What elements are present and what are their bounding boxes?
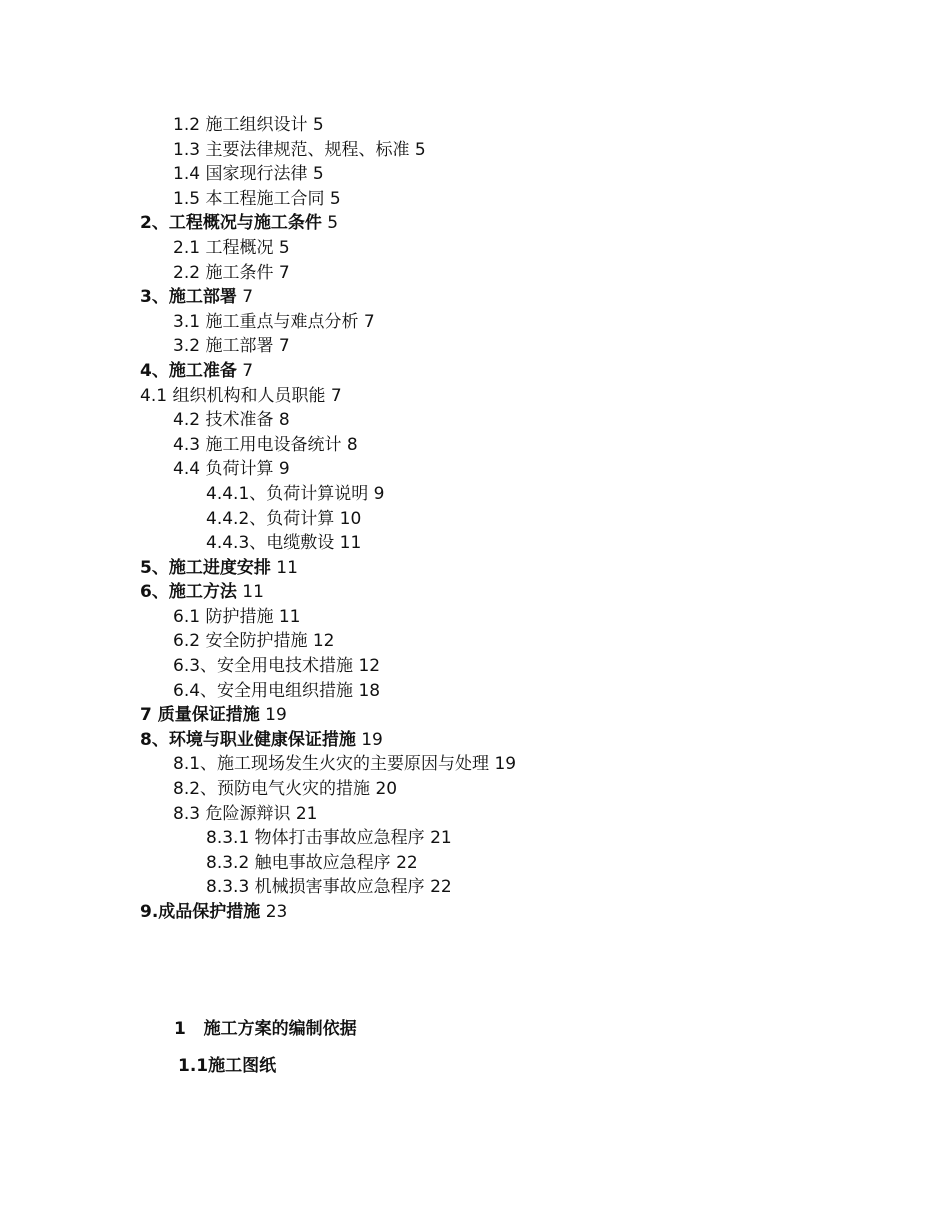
toc-entry-page-number: 8 (278, 410, 290, 431)
toc-entry-title: 8.3.2 触电事故应急程序 (206, 852, 391, 873)
toc-entry-page-number: 21 (430, 828, 452, 849)
toc-entry[interactable] (0, 408, 950, 433)
toc-entry[interactable] (0, 802, 950, 827)
toc-entry[interactable] (0, 457, 950, 482)
toc-entry-title: 2.2 施工条件 (173, 262, 274, 283)
toc-entry[interactable] (0, 334, 950, 359)
toc-entry-page-number: 9 (278, 459, 290, 480)
toc-entry[interactable] (0, 285, 950, 310)
toc-entry-page-number: 5 (312, 164, 324, 185)
toc-entry-page-number: 7 (242, 287, 254, 308)
toc-entry[interactable] (0, 703, 950, 728)
toc-entry[interactable] (0, 433, 950, 458)
toc-entry-page-number: 5 (278, 237, 290, 258)
toc-entry-page-number: 5 (329, 188, 341, 209)
toc-entry-title: 2、工程概况与施工条件 (140, 213, 322, 234)
toc-entry[interactable] (0, 728, 950, 753)
toc-entry-title: 3.1 施工重点与难点分析 (173, 311, 359, 332)
toc-entry[interactable] (0, 679, 950, 704)
toc-entry-page-number: 7 (278, 262, 290, 283)
toc-entry[interactable] (0, 138, 950, 163)
subsection-heading: 1.1施工图纸 (178, 1056, 277, 1076)
toc-entry-title: 8.3.1 物体打击事故应急程序 (206, 828, 425, 849)
toc-entry-title: 2.1 工程概况 (173, 237, 274, 258)
toc-entry-page-number: 5 (312, 115, 324, 135)
toc-entry-page-number: 7 (242, 360, 254, 381)
toc-entry-title: 4.2 技术准备 (173, 410, 274, 431)
toc-entry-page-number: 9 (373, 483, 385, 504)
toc-entry-page-number: 11 (339, 533, 362, 554)
toc-entry-page-number: 19 (265, 705, 287, 726)
toc-entry[interactable] (0, 875, 950, 900)
toc-entry-page-number: 7 (363, 311, 375, 332)
toc-entry-page-number: 19 (361, 729, 383, 750)
toc-entry[interactable] (0, 826, 950, 851)
toc-entry[interactable] (0, 507, 950, 532)
toc-entry[interactable] (0, 211, 950, 236)
toc-entry[interactable] (0, 384, 950, 409)
toc-entry-title: 4.4 负荷计算 (173, 459, 274, 480)
toc-entry[interactable] (0, 851, 950, 876)
toc-entry-title: 4.3 施工用电设备统计 (173, 434, 342, 455)
toc-entry-page-number: 5 (414, 139, 426, 160)
toc-entry-title: 3、施工部署 (140, 287, 237, 308)
toc-entry-page-number: 7 (330, 385, 342, 406)
toc-entry-title: 8.2、预防电气火灾的措施 (173, 779, 371, 800)
toc-entry-title: 1.2 施工组织设计 (173, 115, 308, 135)
toc-entry-title: 6.4、安全用电组织措施 (173, 680, 354, 701)
toc-entry-title: 4.1 组织机构和人员职能 (140, 385, 326, 406)
toc-entry[interactable] (0, 531, 950, 556)
toc-entry-page-number: 11 (276, 557, 298, 578)
toc-entry-page-number: 23 (265, 902, 288, 922)
toc-entry[interactable] (0, 482, 950, 507)
toc-entry-page-number: 11 (278, 606, 301, 627)
toc-entry-title: 8.1、施工现场发生火灾的主要原因与处理 (173, 754, 490, 775)
toc-entry-title: 6.3、安全用电技术措施 (173, 656, 354, 677)
toc-entry[interactable] (0, 261, 950, 286)
toc-entry[interactable] (0, 113, 950, 138)
toc-entry-title: 6.1 防护措施 (173, 606, 274, 627)
toc-entry[interactable] (0, 900, 950, 925)
toc-entry[interactable] (0, 605, 950, 630)
toc-entry-title: 3.2 施工部署 (173, 336, 274, 357)
toc-entry-page-number: 21 (295, 803, 318, 824)
toc-entry-title: 7 质量保证措施 (140, 705, 260, 726)
toc-entry-page-number: 22 (396, 852, 418, 873)
toc-entry-page-number: 22 (430, 877, 452, 898)
toc-entry-title: 6、施工方法 (140, 582, 237, 603)
toc-entry-title: 1.5 本工程施工合同 (173, 188, 325, 209)
toc-entry-page-number: 20 (375, 779, 398, 800)
toc-entry[interactable] (0, 629, 950, 654)
toc-entry[interactable] (0, 654, 950, 679)
toc-entry-page-number: 12 (312, 631, 335, 652)
table-of-contents (0, 113, 950, 925)
toc-entry-page-number: 7 (278, 336, 290, 357)
toc-entry-page-number: 10 (339, 508, 362, 529)
toc-entry-title: 1.3 主要法律规范、规程、标准 (173, 139, 410, 160)
toc-entry-page-number: 19 (494, 754, 517, 775)
toc-entry[interactable] (0, 236, 950, 261)
toc-entry-title: 9.成品保护措施 (140, 902, 261, 922)
toc-entry-page-number: 11 (242, 582, 264, 603)
section-heading: 1 施工方案的编制依据 (174, 1019, 357, 1039)
toc-entry[interactable] (0, 777, 950, 802)
toc-entry[interactable] (0, 556, 950, 581)
toc-entry-title: 4.4.3、电缆敷设 (206, 533, 335, 554)
toc-entry[interactable] (0, 359, 950, 384)
toc-entry-title: 1.4 国家现行法律 (173, 164, 308, 185)
toc-entry-page-number: 18 (358, 680, 381, 701)
toc-entry-page-number: 12 (358, 656, 381, 677)
toc-entry-title: 8.3.3 机械损害事故应急程序 (206, 877, 425, 898)
toc-entry[interactable] (0, 187, 950, 212)
toc-entry-title: 8、环境与职业健康保证措施 (140, 729, 356, 750)
toc-entry-title: 6.2 安全防护措施 (173, 631, 308, 652)
toc-entry-title: 4.4.1、负荷计算说明 (206, 483, 369, 504)
toc-entry-title: 4、施工准备 (140, 360, 237, 381)
toc-entry-title: 8.3 危险源辩识 (173, 803, 291, 824)
toc-entry[interactable] (0, 752, 950, 777)
toc-entry-title: 5、施工进度安排 (140, 557, 271, 578)
toc-entry[interactable] (0, 310, 950, 335)
toc-entry[interactable] (0, 162, 950, 187)
toc-entry-page-number: 5 (327, 213, 339, 234)
toc-entry-page-number: 8 (346, 434, 358, 455)
toc-entry[interactable] (0, 580, 950, 605)
toc-entry-title: 4.4.2、负荷计算 (206, 508, 335, 529)
